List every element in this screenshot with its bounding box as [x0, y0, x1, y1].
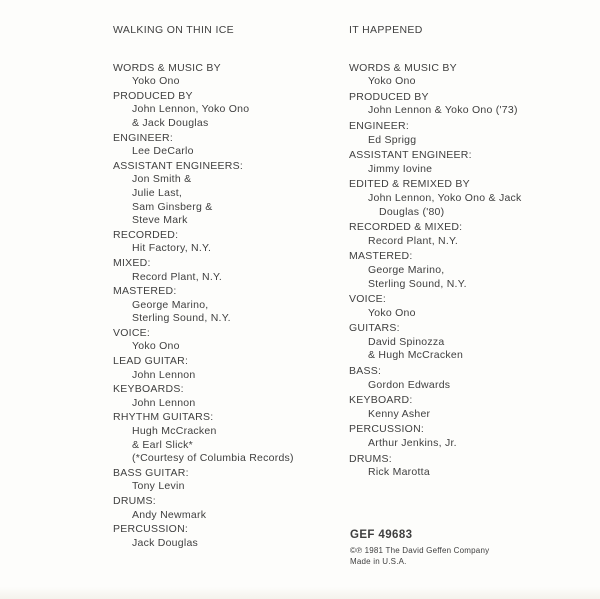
credit-name-line: Kenny Asher [368, 407, 431, 420]
credit-role-label: MASTERED: [349, 250, 413, 263]
credit-role-label: ASSISTANT ENGINEERS: [113, 159, 244, 172]
credit-role-label: LEAD GUITAR: [113, 355, 189, 368]
copyright-line: ©℗ 1981 The David Geffen Company [350, 546, 490, 555]
credit-name-line: Sterling Sound, N.Y. [132, 312, 231, 325]
credit-name-line: Hugh McCracken [132, 425, 217, 438]
credit-block [113, 229, 348, 256]
credit-name-line: Andy Newmark [132, 508, 207, 521]
credit-block [349, 394, 584, 421]
credits-column-walking-on-thin-ice [113, 24, 348, 550]
credit-block [113, 285, 348, 326]
credit-name-line: David Spinozza [368, 335, 445, 348]
credits-list [113, 62, 348, 551]
credits-column-it-happened [349, 24, 584, 480]
credit-role-label: ENGINEER: [113, 131, 174, 144]
credit-name-line: & Jack Douglas [132, 116, 209, 129]
credit-role-label: RHYTHM GUITARS: [113, 411, 214, 424]
credit-role-label: PRODUCED BY [113, 89, 193, 102]
credit-block [349, 453, 584, 480]
song-title: WALKING ON THIN ICE [113, 24, 234, 36]
credit-name-line: Steve Mark [132, 214, 188, 227]
credit-name-line: Jon Smith & [132, 173, 192, 186]
credit-name-line: John Lennon, Yoko Ono & Jack [368, 191, 522, 204]
credit-role-label: WORDS & MUSIC BY [113, 61, 221, 74]
credit-block [113, 495, 348, 522]
credit-role-label: GUITARS: [349, 322, 400, 335]
credit-role-label: KEYBOARD: [349, 394, 413, 407]
credit-name-line: Lee DeCarlo [132, 145, 194, 158]
credit-name-line: & Earl Slick* [132, 438, 194, 451]
credit-name-line: Yoko Ono [368, 306, 416, 319]
credit-name-line: Arthur Jenkins, Jr. [368, 437, 457, 450]
made-in-line: Made in U.S.A. [350, 557, 407, 566]
credit-name-line: Record Plant, N.Y. [368, 234, 459, 247]
credit-name-line: Douglas ('80) [379, 205, 445, 218]
credit-name-line: Tony Levin [132, 480, 185, 493]
credit-block [113, 257, 348, 284]
credit-block [113, 411, 348, 465]
credit-name-line: John Lennon, Yoko Ono [132, 103, 250, 116]
credit-name-line: & Hugh McCracken [368, 349, 464, 362]
credit-role-label: KEYBOARDS: [113, 383, 184, 396]
credit-name-line: Julie Last, [132, 186, 183, 199]
credit-role-label: DRUMS: [113, 495, 156, 507]
credit-name-line: John Lennon [132, 396, 196, 409]
credit-name-line: Yoko Ono [132, 340, 180, 353]
credit-role-label: MASTERED: [113, 285, 177, 298]
credit-name-line: John Lennon & Yoko Ono ('73) [368, 104, 518, 117]
credit-block [349, 423, 584, 450]
catalog-number: GEF 49683 [350, 529, 413, 541]
credit-role-label: BASS GUITAR: [113, 466, 189, 479]
credit-role-label: EDITED & REMIXED BY [349, 178, 470, 191]
credit-block [349, 178, 584, 219]
credit-block [349, 322, 584, 363]
credit-block [113, 383, 348, 410]
credit-block [349, 62, 584, 89]
credit-role-label: PRODUCED BY [349, 90, 429, 103]
credit-role-label: MIXED: [113, 256, 151, 269]
credit-role-label: BASS: [349, 365, 382, 378]
song-title: IT HAPPENED [349, 24, 423, 36]
credits-list [349, 62, 584, 480]
credit-name-line: Sterling Sound, N.Y. [368, 277, 467, 290]
credit-name-line: George Marino, [368, 263, 445, 276]
credit-name-line: Hit Factory, N.Y. [132, 242, 212, 255]
credit-name-line: George Marino, [132, 298, 209, 311]
credit-block [113, 62, 348, 89]
credit-block [113, 90, 348, 131]
credit-name-line: Ed Sprigg [368, 133, 417, 146]
credit-role-label: VOICE: [349, 293, 387, 306]
credit-block [349, 365, 584, 392]
credit-block [113, 132, 348, 159]
credit-name-line: Gordon Edwards [368, 378, 451, 391]
credit-block [113, 523, 348, 550]
credit-role-label: ASSISTANT ENGINEER: [349, 149, 472, 162]
credit-role-label: RECORDED & MIXED: [349, 221, 463, 234]
credit-block [349, 120, 584, 147]
credit-name-line: (*Courtesy of Columbia Records) [132, 452, 294, 465]
credit-block [113, 467, 348, 494]
credit-role-label: ENGINEER: [349, 119, 410, 132]
credit-block [113, 327, 348, 354]
credit-block [349, 221, 584, 248]
credit-name-line: Rick Marotta [368, 466, 430, 479]
credit-name-line: Record Plant, N.Y. [132, 270, 223, 283]
credit-block [113, 160, 348, 228]
credit-role-label: PERCUSSION: [113, 523, 189, 536]
credit-role-label: WORDS & MUSIC BY [349, 61, 457, 74]
credit-block [349, 250, 584, 291]
credit-name-line: John Lennon [132, 368, 196, 381]
credit-name-line: Sam Ginsberg & [132, 200, 213, 213]
credit-name-line: Yoko Ono [132, 75, 180, 88]
credit-block [349, 293, 584, 320]
credit-role-label: RECORDED: [113, 228, 179, 241]
credit-role-label: VOICE: [113, 326, 151, 339]
credit-block [349, 149, 584, 176]
release-info [350, 528, 489, 567]
credit-name-line: Jimmy Iovine [368, 162, 433, 175]
credit-role-label: PERCUSSION: [349, 423, 425, 436]
credit-name-line: Yoko Ono [368, 75, 416, 88]
credit-block [113, 355, 348, 382]
credit-block [349, 91, 584, 118]
credit-role-label: DRUMS: [349, 452, 392, 465]
credit-name-line: Jack Douglas [132, 536, 199, 549]
